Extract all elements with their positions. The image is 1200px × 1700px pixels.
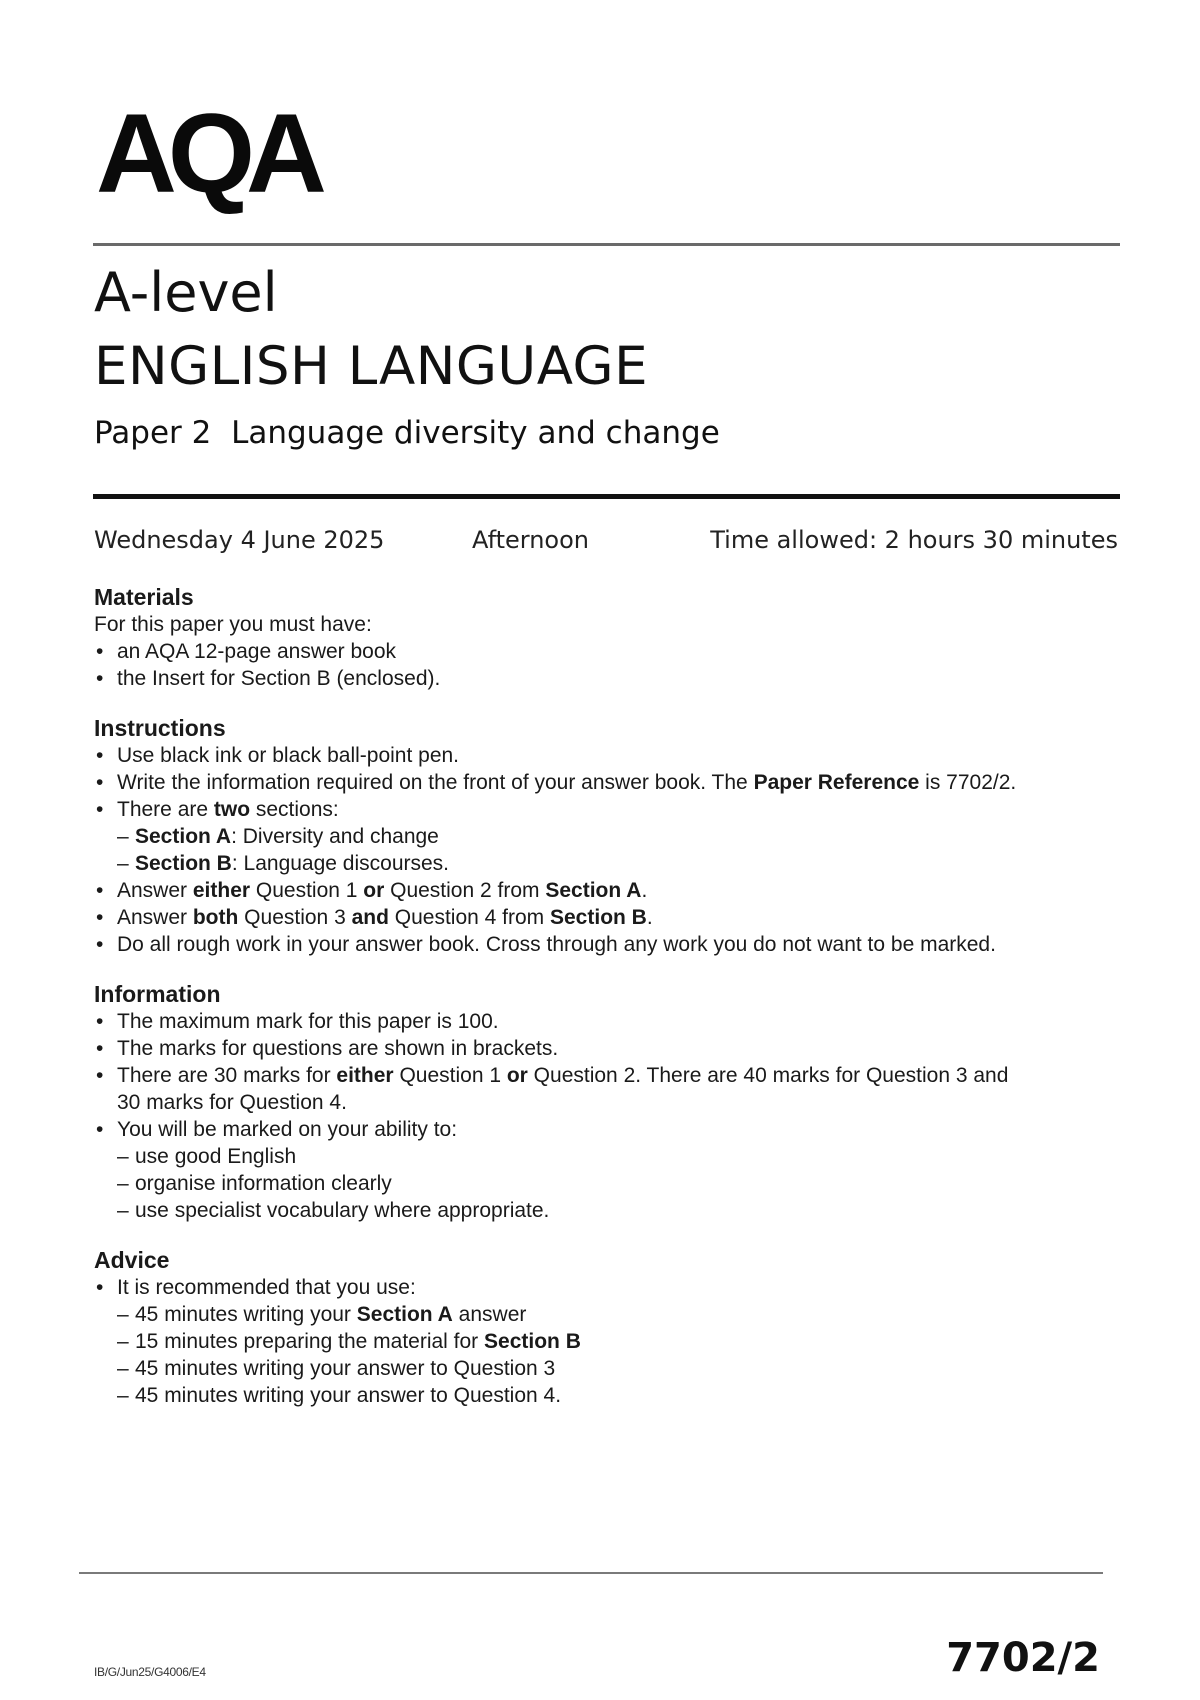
advice-heading: Advice: [94, 1247, 170, 1273]
instruction-item: • There are two sections:: [94, 796, 1124, 823]
materials-section: [94, 583, 1124, 692]
instruction-item: • Answer either Question 1 or Question 2 from Section A.: [94, 877, 1124, 904]
instructions-heading: Instructions: [94, 715, 226, 741]
footer-divider: [79, 1572, 1103, 1574]
instruction-item: • Write the information required on the front of your answer book. The Paper Reference is 7702/2.: [94, 769, 1124, 796]
ability-item: – use specialist vocabulary where appropriate.: [94, 1197, 1124, 1224]
paper-name: Language diversity and change: [231, 415, 720, 451]
paper-number: Paper 2: [94, 415, 212, 451]
ability-item: – use good English: [94, 1143, 1124, 1170]
instruction-item: • Answer both Question 3 and Question 4 from Section B.: [94, 904, 1124, 931]
exam-session: Afternoon: [472, 526, 589, 554]
information-item: • The maximum mark for this paper is 100.: [94, 1008, 1124, 1035]
information-section: [94, 980, 1124, 1224]
information-item-continued: 30 marks for Question 4.: [117, 1091, 347, 1114]
information-item: • The marks for questions are shown in brackets.: [94, 1035, 1124, 1062]
advice-timing: – 45 minutes writing your Section A answer: [94, 1301, 1124, 1328]
instruction-item: • Do all rough work in your answer book. Cross through any work you do not want to be marked.: [94, 931, 1124, 958]
information-item: • You will be marked on your ability to:: [94, 1116, 1124, 1143]
rubric-content: [94, 583, 1124, 1431]
instructions-section: [94, 714, 1124, 958]
subject-title: ENGLISH LANGUAGE: [94, 336, 649, 397]
document-code: IB/G/Jun25/G4006/E4: [94, 1665, 206, 1679]
ability-item: – organise information clearly: [94, 1170, 1124, 1197]
materials-item: • the Insert for Section B (enclosed).: [94, 665, 1124, 692]
paper-reference: 7702/2: [946, 1635, 1100, 1681]
materials-item: • an AQA 12-page answer book: [94, 638, 1124, 665]
advice-section: [94, 1246, 1124, 1409]
materials-heading: Materials: [94, 584, 194, 610]
section-b-description: – Section B: Language discourses.: [94, 850, 1124, 877]
instruction-item: • Use black ink or black ball-point pen.: [94, 742, 1124, 769]
qualification-level: A-level: [94, 261, 278, 324]
time-allowed: Time allowed: 2 hours 30 minutes: [710, 526, 1118, 554]
title-divider: [93, 494, 1120, 499]
advice-timing: – 45 minutes writing your answer to Question 3: [94, 1355, 1124, 1382]
aqa-logo: AQA: [96, 91, 318, 216]
advice-item: • It is recommended that you use:: [94, 1274, 1124, 1301]
paper-title: [94, 415, 720, 451]
section-a-description: – Section A: Diversity and change: [94, 823, 1124, 850]
materials-intro: For this paper you must have:: [94, 613, 372, 636]
advice-timing: – 45 minutes writing your answer to Question 4.: [94, 1382, 1124, 1409]
information-heading: Information: [94, 981, 221, 1007]
information-item: • There are 30 marks for either Question 1 or Question 2. There are 40 marks for Question 3 and: [94, 1062, 1124, 1089]
header-divider: [93, 243, 1120, 246]
exam-date: Wednesday 4 June 2025: [94, 526, 385, 554]
advice-timing: – 15 minutes preparing the material for Section B: [94, 1328, 1124, 1355]
